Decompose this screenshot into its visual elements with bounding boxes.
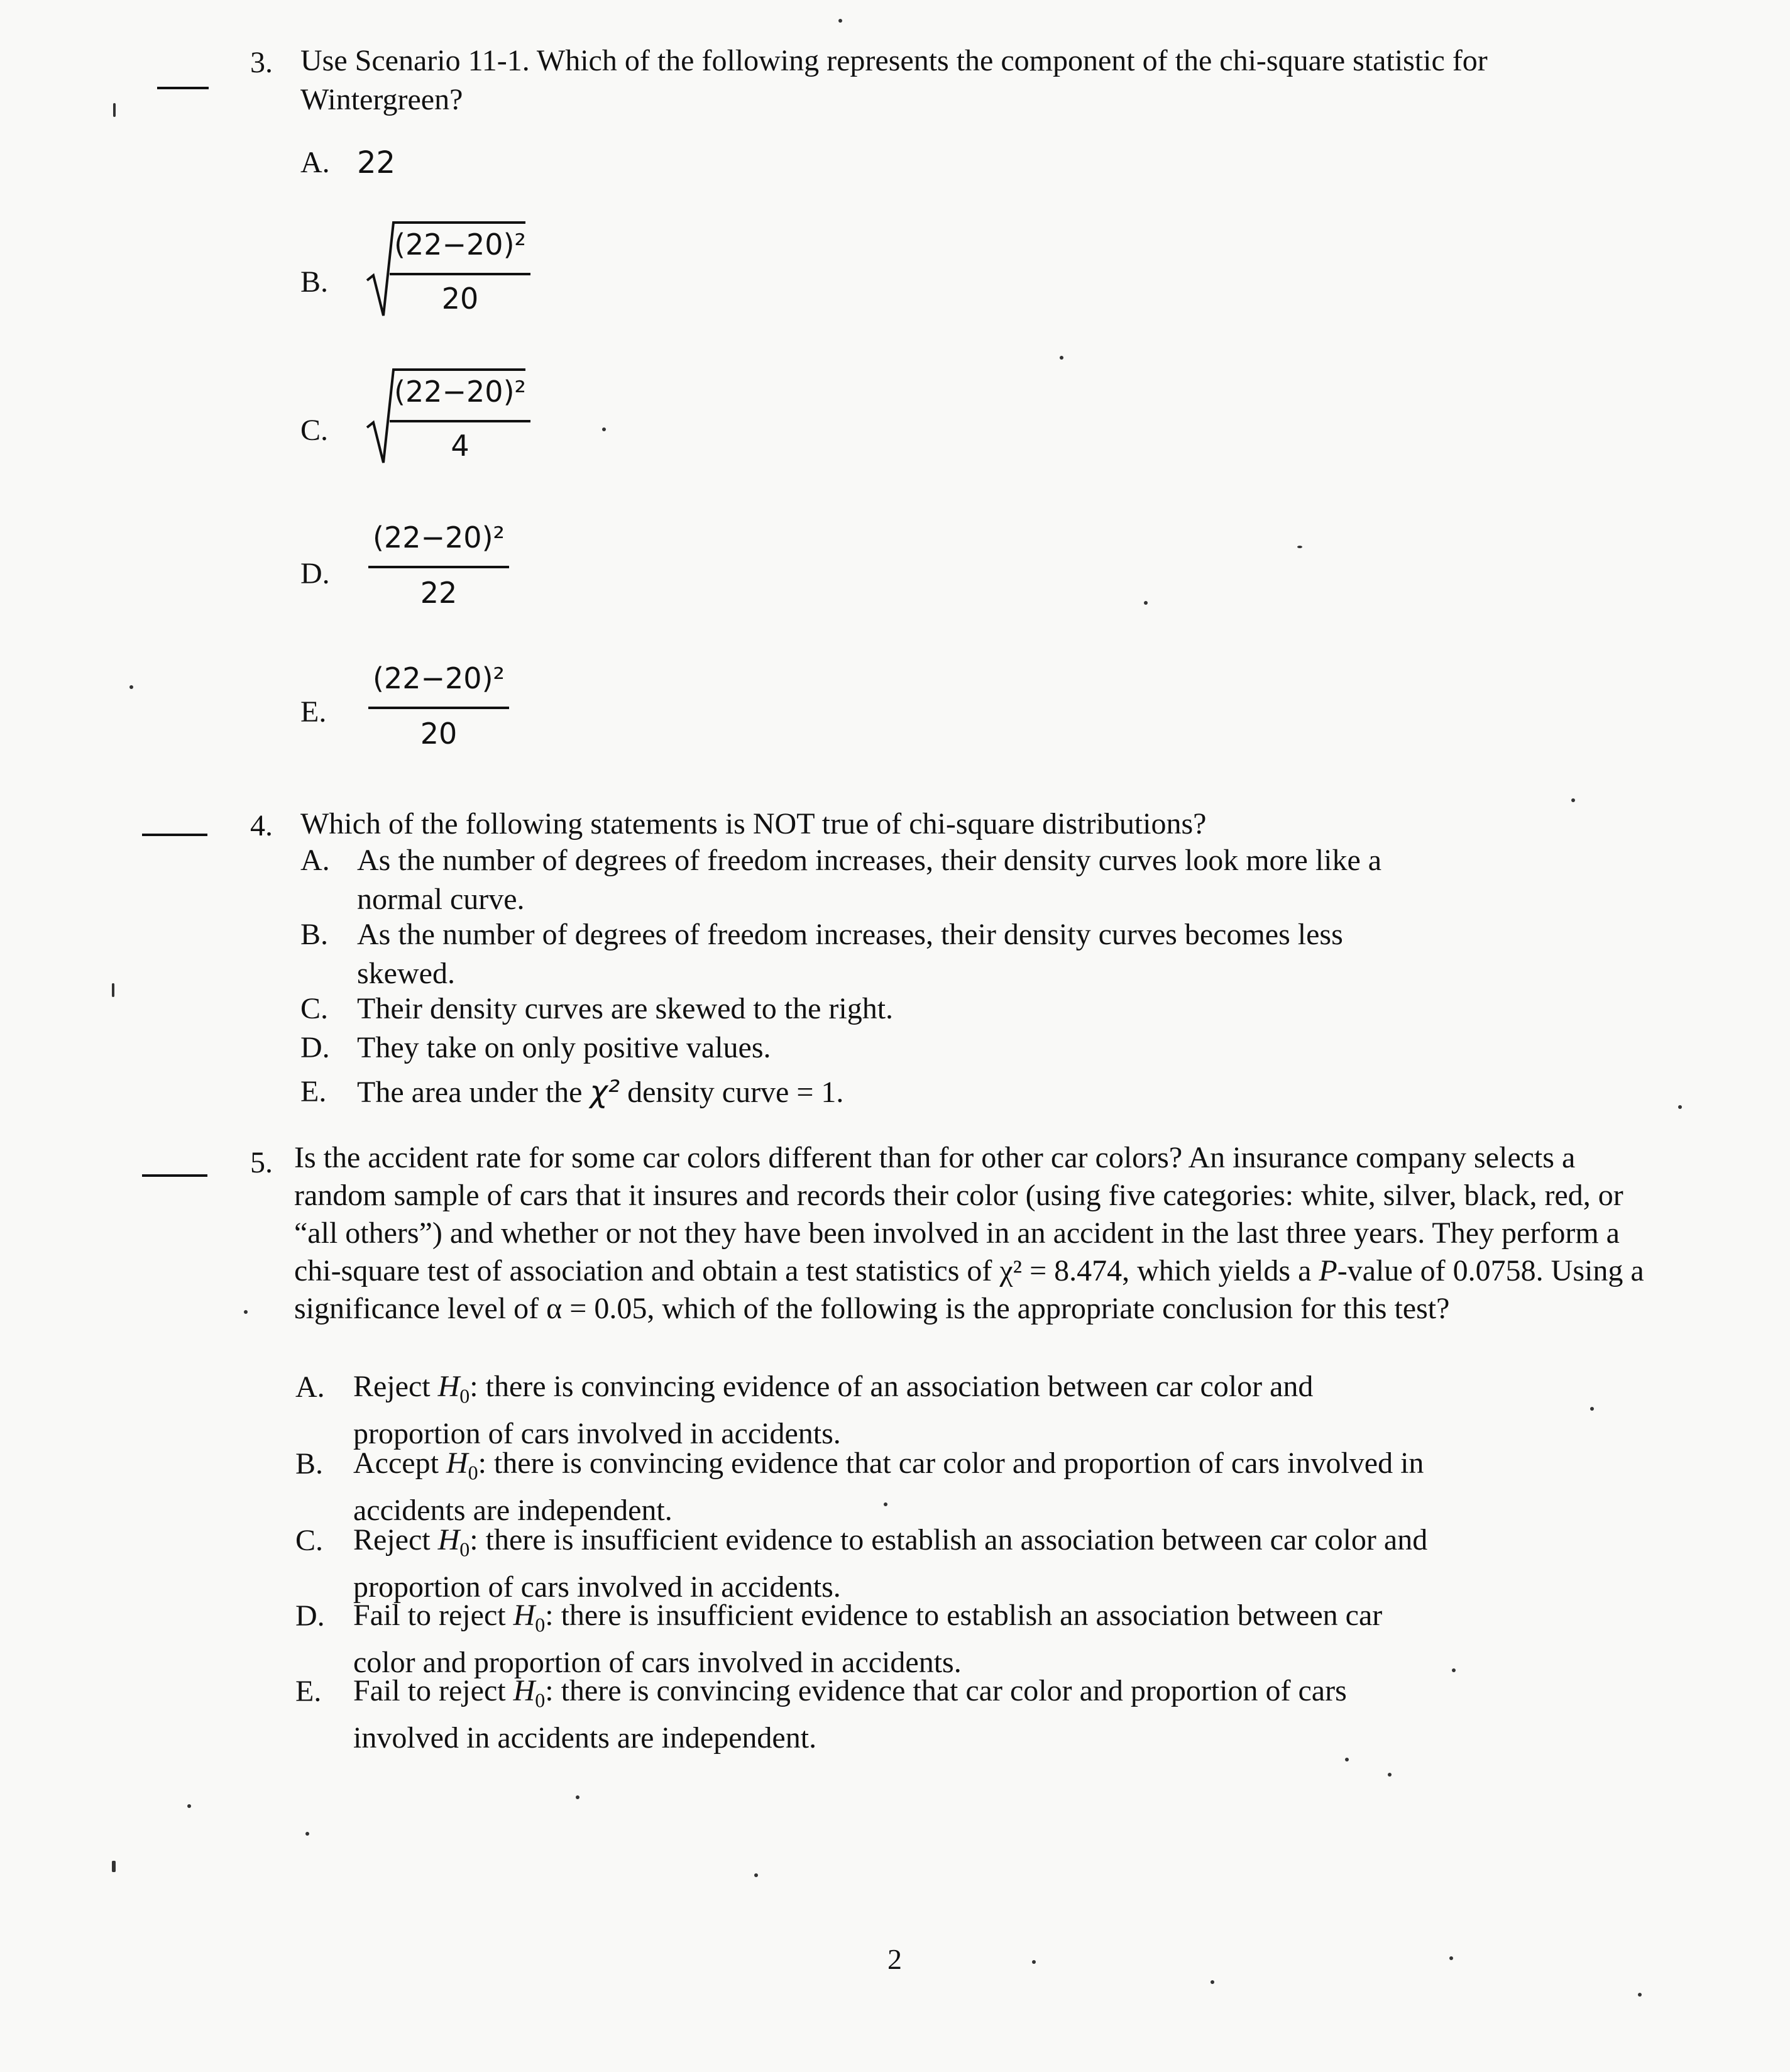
scan-speck <box>113 103 116 117</box>
scan-speck <box>1211 1980 1214 1984</box>
h0-symbol: H <box>513 1674 535 1707</box>
scan-speck <box>1032 1960 1036 1964</box>
q3-option-e-denominator: 20 <box>420 717 458 751</box>
h0-subscript: 0 <box>535 1613 546 1636</box>
scan-speck <box>838 19 842 23</box>
answer-blank-q5[interactable] <box>142 1174 207 1177</box>
q3-option-a-text: 22 <box>357 145 396 180</box>
q3-option-e-numerator: (22−20)² <box>373 661 505 695</box>
scan-speck <box>1678 1105 1682 1109</box>
q5-option-a-text <box>353 1368 1359 1453</box>
question-text-q3-line1: Use Scenario 11-1. Which of the following represents the component of the chi-square statistic for <box>300 44 1488 77</box>
question-text-q5-part2: -value of 0.0758. Using a significance level of α = 0.05, which of the following is the appropriate conclusion for this test? <box>294 1254 1644 1325</box>
q4-option-e-letter: E. <box>300 1075 327 1108</box>
question-text-q5 <box>294 1139 1652 1328</box>
question-text-q3-line2: Wintergreen? <box>300 83 463 116</box>
q3-option-d-numerator: (22−20)² <box>373 521 505 554</box>
scan-speck <box>1144 601 1148 605</box>
scan-speck <box>1060 356 1063 360</box>
q4-option-d-text: They take on only positive values. <box>357 1031 771 1064</box>
scan-speck <box>1590 1407 1594 1411</box>
scan-speck <box>244 1310 248 1314</box>
scan-speck <box>1449 1956 1453 1960</box>
answer-blank-q3[interactable] <box>157 87 209 89</box>
question-text-q4: Which of the following statements is NOT true of chi-square distributions? <box>300 807 1207 840</box>
q3-option-d-denominator: 22 <box>420 576 458 610</box>
h0-subscript: 0 <box>468 1461 478 1484</box>
q5-option-a-rest: : there is convincing evidence of an association between car color and proportion of cars involved in accidents. <box>353 1370 1314 1450</box>
q5-option-e-rest: : there is convincing evidence that car color and proportion of cars involved in accidents are independent. <box>353 1674 1347 1755</box>
h0-symbol: H <box>446 1447 468 1480</box>
scan-speck <box>129 685 133 689</box>
h0-symbol: H <box>513 1599 535 1632</box>
q3-option-c-letter: C. <box>300 414 329 447</box>
question-text-q3 <box>300 41 1671 119</box>
q5-option-d-text <box>353 1597 1434 1682</box>
q5-option-e-text <box>353 1672 1422 1757</box>
q4-option-a-letter: A. <box>300 844 330 877</box>
p-value-label: P <box>1319 1254 1337 1287</box>
q4-option-e-text-after: density curve = 1. <box>620 1076 844 1109</box>
scan-speck <box>112 1861 116 1872</box>
scan-speck <box>576 1795 579 1799</box>
page-number: 2 <box>887 1943 902 1975</box>
q5-option-c-rest: : there is insufficient evidence to establish an association between car color and proportion of cars involved in accidents. <box>353 1523 1428 1604</box>
q4-option-b-letter: B. <box>300 918 329 951</box>
h0-subscript: 0 <box>459 1538 470 1561</box>
q4-option-a-text: As the number of degrees of freedom increases, their density curves look more like a normal curve. <box>357 844 1382 916</box>
q3-option-c-fraction <box>385 375 535 475</box>
q5-option-c-lead: Reject <box>353 1523 438 1557</box>
q4-option-c-letter: C. <box>300 992 329 1025</box>
q3-option-a-letter: A. <box>300 146 330 179</box>
question-number-q5: 5. <box>250 1146 273 1179</box>
q4-option-e-text-before: The area under the <box>357 1076 590 1109</box>
q4-option-c-text: Their density curves are skewed to the right. <box>357 992 894 1025</box>
scan-speck <box>112 983 114 997</box>
q3-option-e-letter: E. <box>300 695 327 729</box>
question-number-q3: 3. <box>250 46 273 79</box>
q5-option-b-letter: B. <box>295 1447 324 1480</box>
q5-option-b-lead: Accept <box>353 1447 446 1480</box>
answer-blank-q4[interactable] <box>142 834 207 836</box>
q3-option-e-fraction <box>363 661 514 762</box>
q5-option-d-rest: : there is insufficient evidence to establish an association between car color and proportion of cars involved in accidents. <box>353 1599 1383 1679</box>
scan-speck <box>754 1873 758 1877</box>
q3-option-b-denominator: 20 <box>441 282 479 316</box>
q5-option-d-lead: Fail to reject <box>353 1599 513 1632</box>
scan-speck <box>602 427 606 431</box>
q5-option-b-rest: : there is convincing evidence that car color and proportion of cars involved in accidents are independent. <box>353 1447 1424 1527</box>
scan-speck <box>1388 1773 1392 1777</box>
q4-option-d-letter: D. <box>300 1031 330 1064</box>
q3-option-b-numerator: (22−20)² <box>394 228 526 262</box>
scan-speck <box>1571 798 1575 802</box>
chi-squared-symbol: χ² <box>590 1074 620 1110</box>
q3-option-d-letter: D. <box>300 557 330 590</box>
q5-option-c-letter: C. <box>295 1524 324 1557</box>
q3-option-d-fraction <box>363 521 514 621</box>
h0-subscript: 0 <box>459 1384 470 1408</box>
scan-speck <box>305 1832 309 1836</box>
q4-option-e-text <box>357 1072 1488 1112</box>
scan-speck <box>884 1502 887 1506</box>
q3-option-c-numerator: (22−20)² <box>394 375 526 409</box>
scan-speck <box>187 1804 191 1808</box>
q5-option-c-text <box>353 1521 1485 1606</box>
question-number-q4: 4. <box>250 809 273 842</box>
h0-symbol: H <box>437 1523 460 1557</box>
q5-option-b-text <box>353 1445 1472 1529</box>
h0-subscript: 0 <box>535 1689 546 1712</box>
q5-option-e-lead: Fail to reject <box>353 1674 513 1707</box>
scan-speck <box>1297 546 1302 548</box>
scan-speck <box>1345 1758 1349 1761</box>
q3-option-b-letter: B. <box>300 265 329 299</box>
question-text-q5-part1: Is the accident rate for some car colors different than for other car colors? An insurance company selects a random sample of cars that it insures and records their color (using five categories: white, silver, black, red, or “all others”) and whether or not they have been involved in an accident in the last three years. They perform a chi-square test of association and obtain a test statistics of χ² = 8.474, which yields a <box>294 1141 1623 1287</box>
q5-option-d-letter: D. <box>295 1599 325 1633</box>
q5-option-a-lead: Reject <box>353 1370 438 1403</box>
h0-symbol: H <box>437 1370 460 1403</box>
q4-option-b-text: As the number of degrees of freedom increases, their density curves becomes less skewed. <box>357 918 1343 990</box>
q3-option-c-denominator: 4 <box>451 429 469 463</box>
q5-option-a-letter: A. <box>295 1370 325 1404</box>
scan-speck <box>1638 1993 1642 1997</box>
scan-speck <box>1452 1668 1456 1672</box>
q3-option-b-fraction <box>385 228 535 328</box>
q5-option-e-letter: E. <box>295 1675 322 1708</box>
